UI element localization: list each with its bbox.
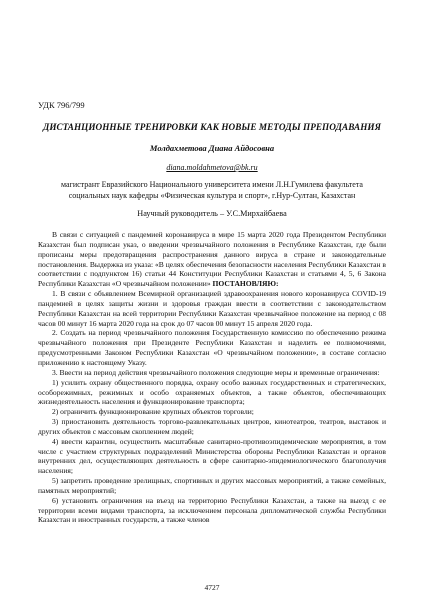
author-name: Молдахметова Диана Айдосовна	[149, 143, 275, 153]
author-email-link[interactable]: diana.moldahmetova@bk.ru	[166, 163, 258, 172]
udc-code: УДК 796/799	[38, 100, 85, 110]
scientific-advisor: Научный руководитель – У.С.Мирхайбаева	[137, 209, 287, 218]
affiliation-line: социальных наук кафедры «Физическая культура и спорт», г.Нур-Султан, Казахстан	[68, 190, 356, 200]
affiliation-line: магистрант Евразийского Национального университета имени Л.Н.Гумилева факультета	[61, 180, 363, 189]
author-affiliation	[40, 180, 384, 201]
body-paragraph: 2) ограничить функционирование крупных объектов торговли;	[52, 407, 254, 417]
paragraph-text: В связи с ситуацией с пандемией коронавируса в мире 15 марта 2020 года Президентом Республики Казахстан был подписан указ, о введении чрезвычайного положения в Республике Казахстан, где были прописаны меры предотвращения распространения данного вируса в стране и законодательные постановления. Выдержка из указа: «В целях обеспечения безопасности населения Республики Казахстан в соответствии с подпунктом 16) статьи 44 Конституции Республики Казахстан и статьями 4, 5, 6 Закона Республики Казахстан «О чрезвычайном положении»	[38, 230, 386, 289]
body-paragraph: 3. Ввести на период действия чрезвычайного положения следующие меры и временные ограничения:	[52, 367, 380, 377]
body-paragraph	[38, 230, 386, 289]
body-paragraph: 3) приостановить деятельность торгово-развлекательных центров, кинотеатров, театров, выставок и других объектов с массовым скоплением людей;	[38, 417, 386, 436]
article-body	[38, 230, 386, 525]
article-title: ДИСТАНЦИОННЫЕ ТРЕНИРОВКИ КАК НОВЫЕ МЕТОДЫ ПРЕПОДАВАНИЯ	[43, 122, 381, 132]
body-paragraph: 1) усилить охрану общественного порядка, охрану особо важных государственных и стратегических, особорежимных, режимных и особо охраняемых объектов, а также объектов, обеспечивающих жизнедеятельность населения и функционирование транспорта;	[38, 377, 386, 407]
body-paragraph: 6) установить ограничения на въезд на территорию Республики Казахстан, а также на выезд с ее территории всеми видами транспорта, за исключением персонала дипломатической службы Республики Казахстан и иностранных государств, а также членов	[38, 495, 386, 525]
body-paragraph: 2. Создать на период чрезвычайного положения Государственную комиссию по обеспечению режима чрезвычайного положения при Президенте Республики Казахстан и наделить ее полномочиями, предусмотренными Законом Республики Казахстан «О чрезвычайном положении», в составе согласно приложению к настоящему Указу.	[38, 328, 386, 367]
decree-keyword: ПОСТАНОВЛЯЮ:	[212, 279, 279, 289]
page-number: 4727	[204, 583, 220, 592]
body-paragraph: 1. В связи с объявлением Всемирной организацией здравоохранения нового коронавируса COVID-19 пандемией в целях защиты жизни и здоровья граждан ввести в соответствии с законодательством Республики Казахстан на всей территории Республики Казахстан чрезвычайное положение на период с 08 часов 00 минут 16 марта 2020 года на срок до 07 часов 00 минут 15 апреля 2020 года.	[38, 289, 386, 328]
body-paragraph: 4) ввести карантин, осуществить масштабные санитарно-противоэпидемические мероприятия, в том числе с участием структурных подразделений Министерства обороны Республики Казахстан и органов внутренних дел, осуществляющих деятельность в сфере санитарно-эпидемиологического благополучия населения;	[38, 436, 386, 476]
body-paragraph: 5) запретить проведение зрелищных, спортивных и других массовых мероприятий, а также семейных, памятных мероприятий;	[38, 476, 386, 495]
